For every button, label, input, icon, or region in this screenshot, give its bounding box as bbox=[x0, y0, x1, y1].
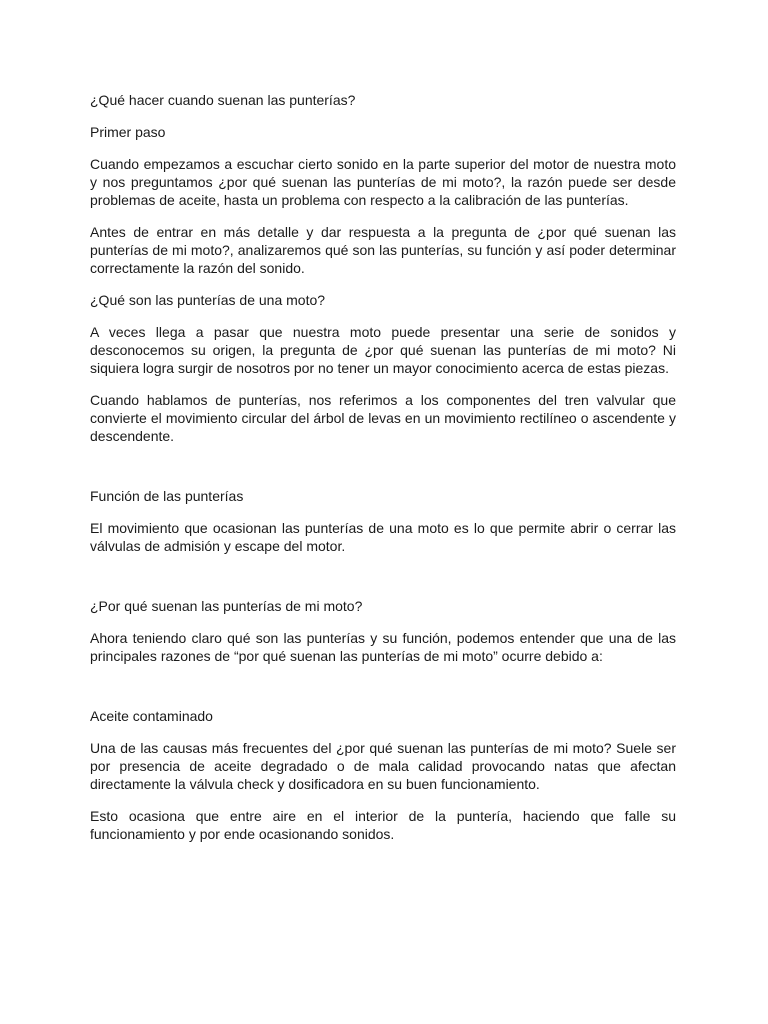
section-function-heading: Función de las punterías bbox=[90, 488, 244, 504]
section-why-paragraph-1: Ahora teniendo claro qué son las punterías y su función, podemos entender que una de las principales razones de “por qué suenan las punterías de mi moto” ocurre debido a: bbox=[90, 630, 676, 664]
spacer bbox=[90, 569, 676, 597]
section-function-paragraph-1: El movimiento que ocasionan las punterías de una moto es lo que permite abrir o cerrar las válvulas de admisión y escape del motor. bbox=[90, 520, 676, 554]
section-what-paragraph-1: A veces llega a pasar que nuestra moto puede presentar una serie de sonidos y desconocemos su origen, la pregunta de ¿por qué suenan las punterías de mi moto? Ni siquiera logra surgir de nosotros por no tener un mayor conocimiento acerca de estas piezas. bbox=[90, 324, 676, 376]
spacer bbox=[90, 679, 676, 707]
section-why-heading: ¿Por qué suenan las punterías de mi moto? bbox=[90, 598, 363, 614]
document-page bbox=[90, 91, 676, 857]
section-oil-heading: Aceite contaminado bbox=[90, 708, 213, 724]
document-title: ¿Qué hacer cuando suenan las punterías? bbox=[90, 92, 356, 108]
section-oil-paragraph-1: Una de las causas más frecuentes del ¿por qué suenan las punterías de mi moto? Suele ser por presencia de aceite degradado o de mala calidad provocando natas que afectan directamente la válvula check y dosificadora en su buen funcionamiento. bbox=[90, 740, 676, 792]
spacer bbox=[90, 459, 676, 487]
step-label: Primer paso bbox=[90, 124, 166, 140]
intro-paragraph-1: Cuando empezamos a escuchar cierto sonido en la parte superior del motor de nuestra moto y nos preguntamos ¿por qué suenan las punterías de mi moto?, la razón puede ser desde problemas de aceite, hasta un problema con respecto a la calibración de las punterías. bbox=[90, 156, 676, 208]
section-oil-paragraph-2: Esto ocasiona que entre aire en el interior de la puntería, haciendo que falle su funcionamiento y por ende ocasionando sonidos. bbox=[90, 808, 676, 842]
intro-paragraph-2: Antes de entrar en más detalle y dar respuesta a la pregunta de ¿por qué suenan las punterías de mi moto?, analizaremos qué son las punterías, su función y así poder determinar correctamente la razón del sonido. bbox=[90, 224, 676, 276]
section-what-heading: ¿Qué son las punterías de una moto? bbox=[90, 292, 326, 308]
section-what-paragraph-2: Cuando hablamos de punterías, nos referimos a los componentes del tren valvular que convierte el movimiento circular del árbol de levas en un movimiento rectilíneo o ascendente y descendente. bbox=[90, 392, 676, 444]
